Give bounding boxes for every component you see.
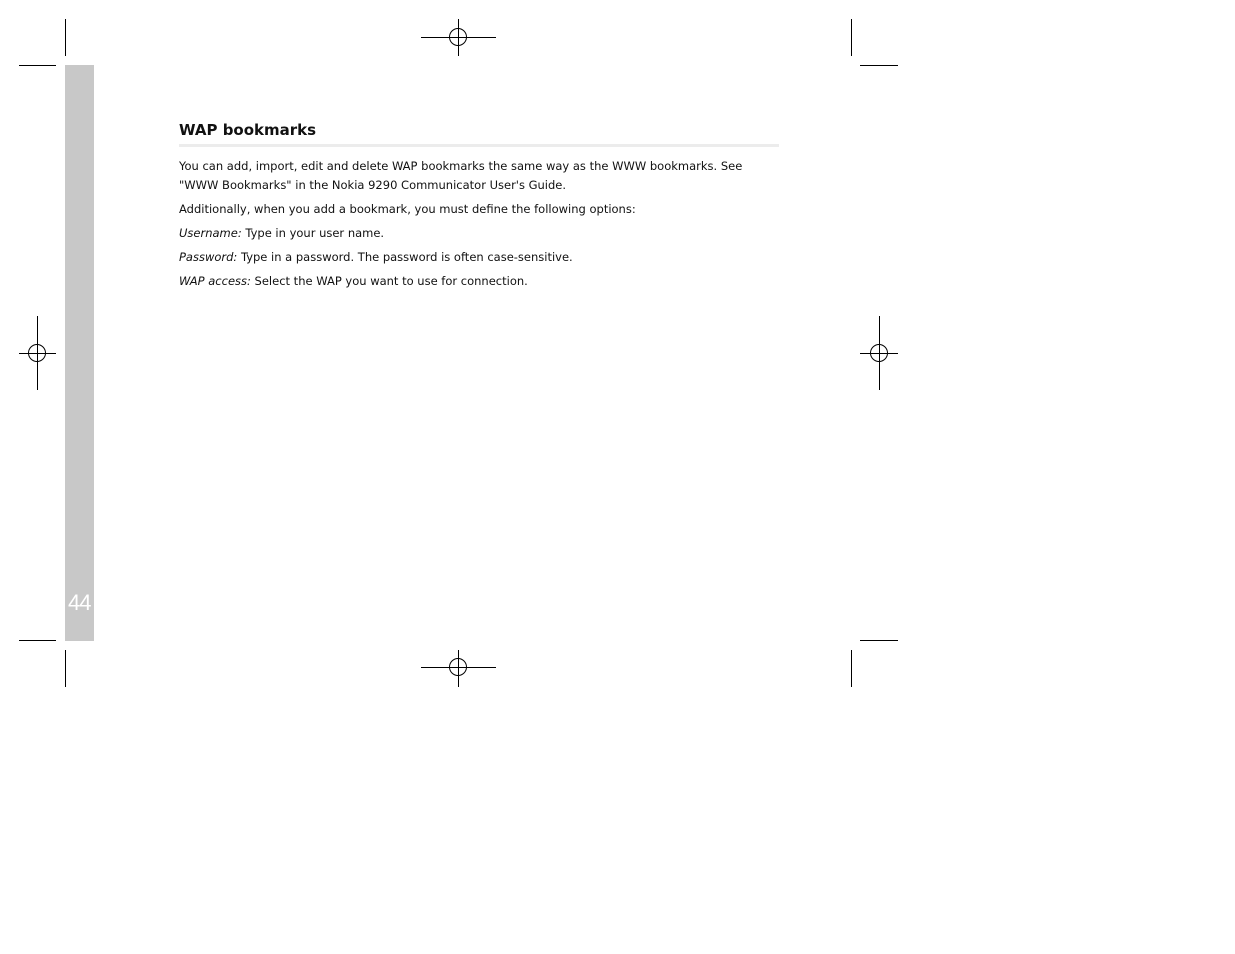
registration-circle-icon bbox=[870, 344, 888, 362]
crop-mark-line bbox=[860, 65, 898, 66]
option-description: Type in a password. The password is often case-sensitive. bbox=[240, 250, 573, 264]
crop-mark-line bbox=[851, 19, 852, 56]
page-number: 44 bbox=[68, 590, 91, 615]
section-content bbox=[179, 118, 779, 296]
crop-mark-line bbox=[851, 650, 852, 687]
intro-paragraph: You can add, import, edit and delete WAP bookmarks the same way as the WWW bookmarks. See "WWW Bookmarks" in the Nokia 9290 Communicator User's Guide. bbox=[179, 159, 743, 192]
crop-mark-line bbox=[65, 650, 66, 687]
option-wap-access bbox=[179, 272, 779, 291]
page-edge-strip bbox=[65, 65, 94, 641]
crop-mark-line bbox=[860, 640, 898, 641]
registration-circle-icon bbox=[449, 658, 467, 676]
registration-circle-icon bbox=[28, 344, 46, 362]
option-password bbox=[179, 248, 779, 267]
crop-mark-line bbox=[19, 65, 56, 66]
option-term: WAP access: bbox=[179, 274, 251, 288]
title-underline bbox=[179, 144, 779, 147]
section-title: WAP bookmarks bbox=[179, 121, 317, 139]
option-description: Select the WAP you want to use for connection. bbox=[254, 274, 528, 288]
option-username bbox=[179, 224, 779, 243]
crop-mark-line bbox=[19, 640, 56, 641]
additional-paragraph: Additionally, when you add a bookmark, you must define the following options: bbox=[179, 202, 636, 216]
option-description: Type in your user name. bbox=[245, 226, 385, 240]
option-term: Username: bbox=[179, 226, 242, 240]
option-term: Password: bbox=[179, 250, 238, 264]
crop-mark-line bbox=[65, 19, 66, 56]
registration-circle-icon bbox=[449, 28, 467, 46]
